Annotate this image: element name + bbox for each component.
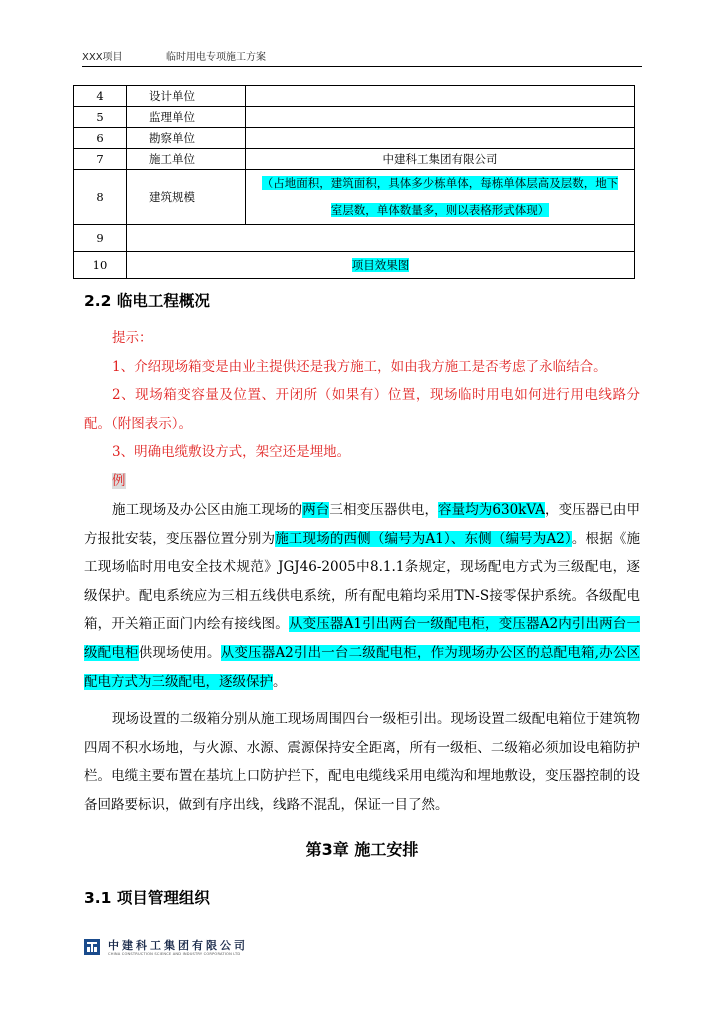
table-row [74, 225, 635, 252]
text-run: ，变压器已由甲方报批安装，变压器位置分别为 [84, 502, 641, 547]
page-header [82, 50, 642, 67]
project-info-table [73, 85, 635, 279]
chapter-3-title: 第3章 施工安排 [305, 840, 419, 859]
highlight-run: 从变压器A2引出一台二级配电柜，作为现场办公区的总配电箱,办公区配电方式为三级配电，逐级保护 [84, 644, 640, 690]
row-value [246, 107, 635, 128]
table-row [74, 252, 635, 279]
section-3-1-title: 3.1 项目管理组织 [84, 889, 210, 907]
row-number: 8 [74, 170, 127, 225]
row-number: 7 [74, 149, 127, 170]
header-document-title: 临时用电专项施工方案 [166, 52, 266, 63]
row-value-rendering [127, 252, 635, 279]
row-label: 勘察单位 [127, 128, 246, 149]
row-number: 5 [74, 107, 127, 128]
text-run: 供现场使用。 [138, 644, 221, 661]
table-row [74, 107, 635, 128]
row-value [127, 225, 635, 252]
text-run: 三相变压器供电， [329, 502, 439, 518]
highlight-run: 从变压器A1引出两台一级配电柜，变压器A2内引出两台一级配电柜 [84, 616, 640, 661]
tip-item: 3、明确电缆敷设方式，架空还是埋地。 [112, 444, 351, 461]
row-number: 4 [74, 86, 127, 107]
example-label [84, 467, 640, 496]
table-row [74, 170, 635, 225]
row-label: 建筑规模 [127, 170, 246, 225]
overview-paragraph-1 [84, 496, 640, 696]
section-2-2-title: 2.2 临电工程概况 [84, 292, 210, 310]
highlight-run: 施工现场的西侧（编号为A1）、东侧（编号为A2） [275, 530, 572, 547]
row-number: 9 [74, 225, 127, 252]
company-name-cn: 中建科工集团有限公司 [108, 939, 248, 952]
row-number: 6 [74, 128, 127, 149]
row-number: 10 [74, 252, 127, 279]
tips-block [84, 324, 640, 496]
highlight-run: 两台 [302, 502, 330, 518]
overview-paragraph-2: 现场设置的二级箱分别从施工现场周围四台一级柜引出。现场设置二级配电箱位于建筑物四周不积水场地，与火源、水源、震源保持安全距离，所有一级柜、二级箱必须加设电箱防护栏。电缆主要布置在基坑上口防护拦下，配电电缆线采用电缆沟和埋地敷设，变压器控制的设备回路要标识，做到有序出线，线路不混乱，保证一目了然。 [84, 711, 640, 813]
row-label: 设计单位 [127, 86, 246, 107]
table-row [74, 86, 635, 107]
row-value [246, 86, 635, 107]
row-value-building-scale [246, 170, 635, 225]
row-label: 施工单位 [127, 149, 246, 170]
row-value [246, 128, 635, 149]
company-logo-icon [84, 939, 100, 955]
row-value-contractor: 中建科工集团有限公司 [246, 149, 635, 170]
header-project: XXX项目 [82, 52, 123, 63]
building-scale-hint-line2: 室层数，单体数量多，则以表格形式体现） [330, 203, 550, 217]
tip-item: 1、介绍现场箱变是由业主提供还是我方施工，如由我方施工是否考虑了永临结合。 [112, 358, 607, 375]
building-scale-hint-line1: （占地面积，建筑面积，具体多少栋单体，每栋单体层高及层数，地下 [261, 176, 619, 190]
table-row [74, 128, 635, 149]
text-run: 。 [273, 673, 287, 690]
row-label: 监理单位 [127, 107, 246, 128]
tip-label: 提示： [112, 330, 153, 346]
company-name-en: CHINA CONSTRUCTION SCIENCE AND INDUSTRY CORPORATION LTD [108, 952, 241, 956]
text-run: 施工现场及办公区由施工现场的 [112, 502, 303, 518]
project-rendering-label: 项目效果图 [351, 258, 410, 272]
tip-item: 2、现场箱变容量及位置、开闭所（如果有）位置，现场临时用电如何进行用电线路分配。（附图表示）。 [84, 387, 640, 432]
highlight-run: 容量均为630kVA [438, 502, 545, 518]
example-label-text: 例 [112, 472, 126, 489]
table-row [74, 149, 635, 170]
text-run: 。根据《施工现场临时用电安全技术规范》JGJ46-2005中8.1.1条规定，现场配电方式为三级配电，逐级保护。配电系统应为三相五线供电系统，所有配电箱均采用TN-S接零保护系统。各级配电箱，开关箱正面门内绘有接线图。 [84, 530, 641, 633]
